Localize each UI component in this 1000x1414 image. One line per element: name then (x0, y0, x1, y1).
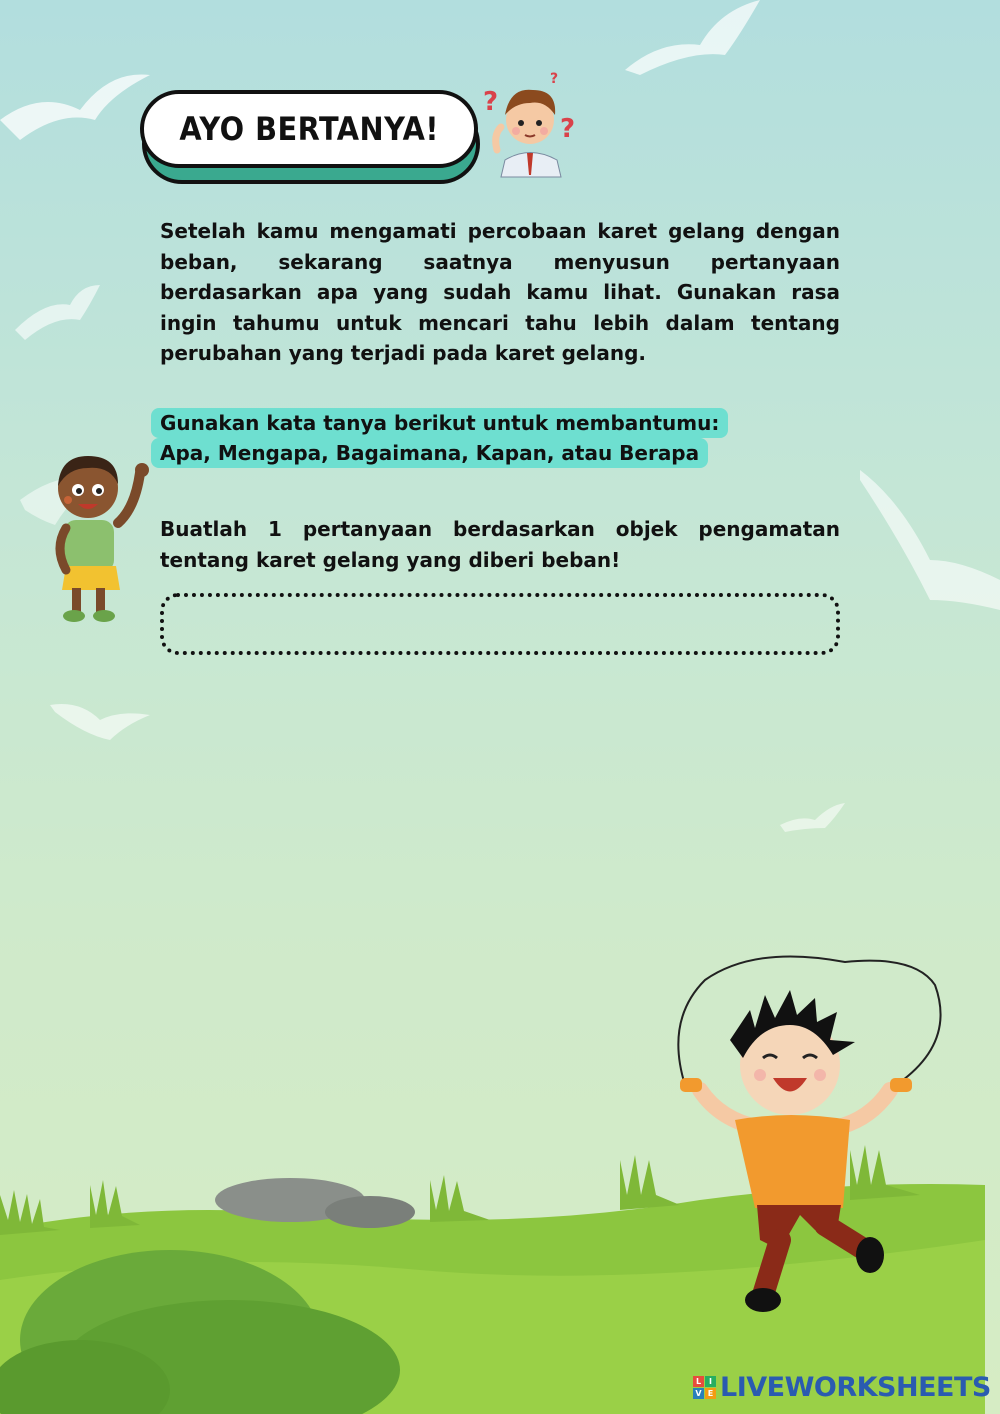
liveworksheets-logo (693, 1372, 991, 1403)
question-mark-icon: ? (550, 71, 559, 87)
page-title: AYO BERTANYA! (179, 110, 439, 148)
thinking-boy-illustration (475, 65, 585, 185)
pointing-boy-illustration (40, 448, 160, 628)
seagull-icon (50, 704, 150, 740)
logo-letter: I (705, 1376, 716, 1387)
seagull-icon (780, 803, 845, 832)
question-mark-icon: ? (483, 87, 499, 117)
seagull-icon (0, 74, 150, 140)
liveworksheets-logo-mark (693, 1376, 716, 1399)
hint-line-1: Gunakan kata tanya berikut untuk membantumu: (151, 408, 728, 438)
question-words-hint (151, 408, 728, 468)
hint-line-2: Apa, Mengapa, Bagaimana, Kapan, atau Berapa (151, 438, 708, 468)
answer-input[interactable] (160, 593, 840, 655)
logo-letter: V (693, 1388, 704, 1399)
question-mark-icon: ? (560, 114, 576, 144)
intro-paragraph: Setelah kamu mengamati percobaan karet gelang dengan beban, sekarang saatnya menyusun pertanyaan berdasarkan apa yang sudah kamu lihat. Gunakan rasa ingin tahumu untuk mencari tahu lebih dalam tentang perubahan yang terjadi pada karet gelang. (160, 219, 840, 365)
title-badge (140, 90, 480, 185)
logo-letter: E (705, 1388, 716, 1399)
seagull-icon (15, 285, 100, 340)
logo-letter: L (693, 1376, 704, 1387)
jump-rope-boy-illustration (665, 950, 955, 1320)
seagull-icon (625, 0, 760, 75)
title-badge-pill (140, 90, 478, 168)
seagull-icon (860, 470, 1000, 610)
logo-text: LIVEWORKSHEETS (720, 1372, 991, 1403)
task-instruction: Buatlah 1 pertanyaan berdasarkan objek pengamatan tentang karet gelang yang diberi beban! (160, 517, 840, 572)
